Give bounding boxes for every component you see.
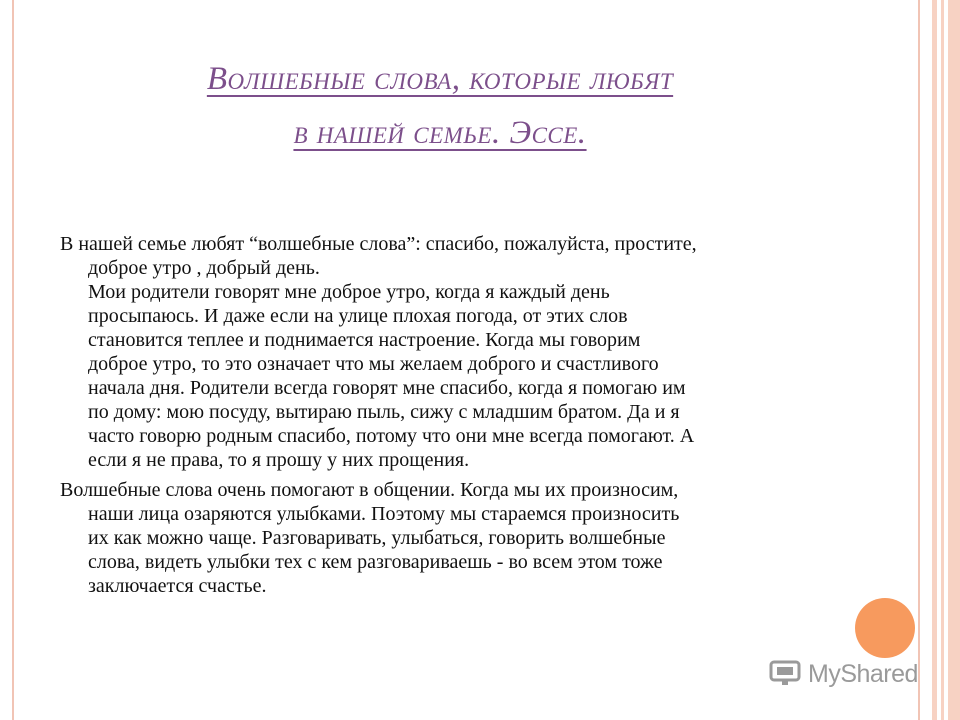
title-line-1: Волшебные слова, которые любят [206,61,674,97]
p1-line-3: просыпаюсь. И даже если на улице плохая погода, от этих слов [88,305,628,327]
essay-body [60,232,850,602]
paragraph-1 [60,232,850,472]
right-decor-bar-1 [932,0,937,720]
myshared-logo-icon [768,657,802,692]
p1-line-1: доброе утро , добрый день. [88,257,320,279]
right-decor-bar-2 [941,0,944,720]
p2-line-4: заключается счастье. [88,575,267,597]
orange-accent-circle [855,598,915,658]
slide-title [40,52,840,160]
p1-line-9: если я не права, то я прошу у них прощения. [88,449,470,471]
p1-line-5: доброе утро, то это означает что мы желаем доброго и счастливого [88,353,659,375]
p1-line-6: начала дня. Родители всегда говорят мне спасибо, когда я помогаю им [88,377,686,399]
p1-line-4: становится теплее и поднимается настроение. Когда мы говорим [88,329,641,351]
p2-line-2: их как можно чаще. Разговаривать, улыбаться, говорить волшебные [88,527,666,549]
p1-line-2: Мои родители говорят мне доброе утро, когда я каждый день [88,281,610,303]
myshared-watermark[interactable] [768,656,918,692]
paragraph-2 [60,478,850,598]
title-line-2: в нашей семье. Эссе. [293,115,587,151]
right-decor-bar-3 [948,0,960,720]
p1-line-0: В нашей семье любят “волшебные слова”: спасибо, пожалуйста, простите, [60,233,697,255]
p2-line-1: наши лица озаряются улыбками. Поэтому мы стараемся произносить [88,503,680,525]
p2-line-0: Волшебные слова очень помогают в общении. Когда мы их произносим, [60,479,679,501]
p1-line-8: часто говорю родным спасибо, потому что они мне всегда помогают. А [88,425,695,447]
myshared-text: MyShared [808,659,918,688]
p1-line-7: по дому: мою посуду, вытираю пыль, сижу с младшим братом. Да и я [88,401,680,423]
p2-line-3: слова, видеть улыбки тех с кем разговариваешь - во всем этом тоже [88,551,663,573]
